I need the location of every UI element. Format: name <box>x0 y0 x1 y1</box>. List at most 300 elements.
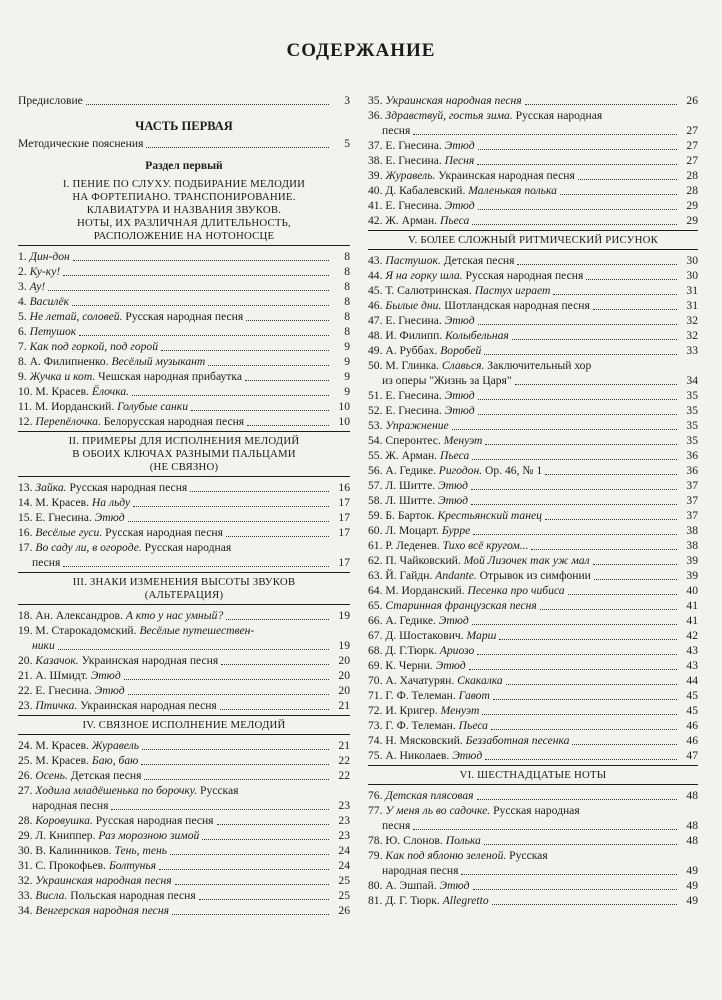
entry-label <box>18 93 83 108</box>
dot-leader <box>128 521 329 522</box>
entry-label <box>18 783 332 813</box>
entry-title: Как под горкой, под горой <box>29 340 159 353</box>
entry-text: 45. Т. Салютринская. <box>368 284 475 297</box>
entry-text: 71. Г. Ф. Телеман. <box>368 689 459 702</box>
dot-leader <box>247 425 329 426</box>
section-divider <box>18 572 350 573</box>
dot-leader <box>73 260 329 261</box>
dot-leader <box>515 384 677 385</box>
entry-title: Тень, тень <box>114 844 168 857</box>
toc-entry[interactable] <box>18 753 350 768</box>
page-number: 38 <box>686 539 698 552</box>
entry-text: Детская песня <box>67 769 142 782</box>
page-number: 30 <box>686 269 698 282</box>
entry-title: Пьеса <box>439 214 470 227</box>
entry-label <box>368 213 469 228</box>
section-heading-line: VI. ШЕСТНАДЦАТЫЕ НОТЫ <box>459 769 607 781</box>
page-number: 39 <box>686 569 698 582</box>
toc-entry[interactable] <box>368 213 698 228</box>
toc-entry[interactable] <box>368 493 698 508</box>
page-number: 21 <box>338 739 350 752</box>
entry-label <box>18 813 214 828</box>
entry-label <box>368 138 475 153</box>
entry-text: Заключительный хор <box>484 359 592 372</box>
toc-entry[interactable] <box>18 540 350 570</box>
toc-entry[interactable] <box>368 463 698 478</box>
entry-title: Петушок <box>29 325 77 338</box>
toc-entry[interactable] <box>368 313 698 328</box>
entry-text: 29. Л. Книппер. <box>18 829 99 842</box>
entry-label <box>18 843 167 858</box>
toc-entry[interactable] <box>368 198 698 213</box>
toc-entry[interactable] <box>18 399 350 414</box>
toc-entry[interactable] <box>368 253 698 268</box>
entry-text: Русская <box>197 784 239 797</box>
page-number: 41 <box>686 599 698 612</box>
toc-entry[interactable] <box>18 354 350 369</box>
toc-entry[interactable] <box>368 538 698 553</box>
page-number: 3 <box>344 94 350 107</box>
toc-entry[interactable] <box>18 623 350 653</box>
page-number: 28 <box>686 169 698 182</box>
entry-label <box>18 668 121 683</box>
entry-text: 27. <box>18 784 36 797</box>
section-heading <box>18 435 350 474</box>
entry-text: Белорусская народная песня <box>100 415 245 428</box>
entry-label <box>18 324 76 339</box>
toc-entry[interactable] <box>368 523 698 538</box>
entry-label <box>368 508 542 523</box>
entry-title: Этюд <box>444 389 475 402</box>
entry-label <box>18 738 139 753</box>
entry-title: Этюд <box>90 669 121 682</box>
entry-title: Во саду ли, в огороде. <box>35 541 142 554</box>
entry-label <box>368 328 509 343</box>
toc-entry[interactable] <box>18 525 350 540</box>
section-heading-line: III. ЗНАКИ ИЗМЕНЕНИЯ ВЫСОТЫ ЗВУКОВ <box>72 576 296 588</box>
toc-entry[interactable] <box>368 688 698 703</box>
toc-entry[interactable] <box>18 510 350 525</box>
entry-label <box>18 399 188 414</box>
dot-leader <box>492 904 677 905</box>
toc-entry[interactable] <box>18 683 350 698</box>
toc-entry[interactable] <box>368 183 698 198</box>
page-number: 28 <box>686 184 698 197</box>
section-heading-line: II. ПРИМЕРЫ ДЛЯ ИСПОЛНЕНИЯ МЕЛОДИЙ <box>68 435 300 447</box>
toc-entry[interactable] <box>18 903 350 918</box>
entry-label <box>18 279 45 294</box>
entry-label <box>18 495 130 510</box>
entry-text: 41. Е. Гнесина. <box>368 199 445 212</box>
dot-leader <box>553 294 677 295</box>
section-heading <box>368 769 698 782</box>
entry-label <box>368 598 537 613</box>
page-number: 8 <box>344 310 350 323</box>
entry-text: 2. <box>18 265 30 278</box>
section-heading-line: (НЕ СВЯЗНО) <box>149 461 219 473</box>
toc-entry[interactable] <box>18 294 350 309</box>
entry-text: 70. А. Хачатурян. <box>368 674 458 687</box>
toc-entry[interactable] <box>18 698 350 713</box>
page-number: 44 <box>686 674 698 687</box>
entry-text: 18. Ан. Александров. <box>18 609 126 622</box>
entry-text: 15. Е. Гнесина. <box>18 511 95 524</box>
toc-entry[interactable] <box>368 553 698 568</box>
entry-text: 1. <box>18 250 30 263</box>
entry-title: Зайка. <box>35 481 67 494</box>
entry-text: 19. М. Старокадомский. <box>18 624 140 637</box>
toc-entry[interactable] <box>368 583 698 598</box>
page-number: 43 <box>686 644 698 657</box>
entry-title: Этюд <box>435 659 466 672</box>
toc-entry[interactable] <box>18 858 350 873</box>
toc-entry[interactable] <box>18 738 350 753</box>
toc-entry[interactable] <box>18 843 350 858</box>
toc-entry[interactable] <box>368 833 698 848</box>
toc-entry[interactable] <box>368 643 698 658</box>
page-number: 48 <box>686 819 698 832</box>
dot-leader <box>578 179 677 180</box>
toc-entry[interactable] <box>18 339 350 354</box>
toc-entry[interactable] <box>368 433 698 448</box>
page-number: 46 <box>686 719 698 732</box>
entry-label <box>368 478 468 493</box>
page-number: 19 <box>338 609 350 622</box>
toc-entry[interactable] <box>368 733 698 748</box>
dot-leader <box>124 679 329 680</box>
entry-text: 64. М. Иорданский. <box>368 584 468 597</box>
entry-label <box>368 643 474 658</box>
entry-line-text <box>18 798 108 813</box>
entry-text: народная песня <box>382 864 459 877</box>
entry-text: 51. Е. Гнесина. <box>368 389 445 402</box>
entry-label <box>18 136 143 151</box>
entry-label <box>18 309 243 324</box>
toc-entry[interactable] <box>18 873 350 888</box>
dot-leader <box>246 320 329 321</box>
dot-leader <box>472 624 677 625</box>
toc-entry[interactable] <box>18 414 350 429</box>
dot-leader <box>594 579 677 580</box>
entry-label <box>18 753 138 768</box>
page-number: 22 <box>338 754 350 767</box>
toc-entry[interactable] <box>18 264 350 279</box>
entry-title: Этюд <box>444 314 475 327</box>
spacer <box>18 151 350 157</box>
dot-leader <box>472 459 677 460</box>
toc-entry[interactable] <box>368 343 698 358</box>
entry-text: Методические пояснения <box>18 137 144 150</box>
toc-entry[interactable] <box>18 495 350 510</box>
entry-title: Василёк <box>29 295 70 308</box>
dot-leader <box>111 809 329 810</box>
toc-column-right <box>368 93 698 908</box>
section-heading-line: (АЛЬТЕРАЦИЯ) <box>144 589 224 601</box>
entry-title: Этюд <box>438 614 469 627</box>
entry-line <box>368 848 680 863</box>
entry-title: Ариозо <box>439 644 475 657</box>
entry-text: 52. Е. Гнесина. <box>368 404 445 417</box>
entry-text: Украинская народная песня <box>435 169 575 182</box>
entry-text: Русская <box>506 849 548 862</box>
dot-leader <box>86 104 329 105</box>
toc-entry[interactable] <box>368 803 698 833</box>
dot-leader <box>142 749 329 750</box>
page-number: 8 <box>344 325 350 338</box>
entry-text: 39. <box>368 169 386 182</box>
toc-entry[interactable] <box>18 783 350 813</box>
entry-line-text <box>368 123 410 138</box>
dot-leader <box>191 410 329 411</box>
page-number: 17 <box>338 496 350 509</box>
entry-title: Старинная французская песня <box>385 599 537 612</box>
entry-text: 14. М. Красев. <box>18 496 92 509</box>
toc-entry[interactable] <box>368 628 698 643</box>
dot-leader <box>484 354 677 355</box>
entry-title: Ау! <box>29 280 46 293</box>
entry-text: 34. <box>18 904 36 917</box>
entry-title: Пастух играет <box>474 284 551 297</box>
toc-entry[interactable] <box>368 878 698 893</box>
entry-title: Марш <box>466 629 497 642</box>
toc-entry[interactable] <box>368 168 698 183</box>
dot-leader <box>72 305 329 306</box>
entry-text: 20. <box>18 654 36 667</box>
toc-entry[interactable] <box>368 358 698 388</box>
toc-entry[interactable] <box>368 598 698 613</box>
page-number: 36 <box>686 464 698 477</box>
toc-entry[interactable] <box>18 279 350 294</box>
entry-title: Славься. <box>441 359 485 372</box>
entry-title: Жучка и кот. <box>29 370 96 383</box>
toc-entry[interactable] <box>368 848 698 878</box>
page-number: 9 <box>344 370 350 383</box>
entry-label <box>368 803 680 833</box>
page-number: 34 <box>686 374 698 387</box>
page-number: 41 <box>686 614 698 627</box>
toc-entry[interactable] <box>18 668 350 683</box>
entry-title: Осень. <box>35 769 68 782</box>
page-number: 21 <box>338 699 350 712</box>
entry-text: Шотландская народная песня <box>441 299 590 312</box>
page-number: 25 <box>338 874 350 887</box>
entry-title: Этюд <box>444 199 475 212</box>
toc-entry[interactable] <box>18 828 350 843</box>
toc-entry[interactable] <box>368 138 698 153</box>
page-number: 43 <box>686 659 698 672</box>
dot-leader <box>133 506 329 507</box>
entry-text: Детская песня <box>440 254 515 267</box>
toc-entry[interactable] <box>368 658 698 673</box>
toc-entry[interactable] <box>368 703 698 718</box>
entry-label <box>18 249 70 264</box>
entry-title: Журавель <box>91 739 139 752</box>
dot-leader <box>202 839 329 840</box>
entry-text: 38. Е. Гнесина. <box>368 154 445 167</box>
entry-text: 30. В. Калинников. <box>18 844 115 857</box>
toc-entry[interactable] <box>368 328 698 343</box>
entry-title: Беззаботная песенка <box>465 734 570 747</box>
entry-title: Я на горку шла. <box>385 269 463 282</box>
section-heading <box>18 178 350 243</box>
entry-line-text <box>368 373 512 388</box>
entry-text: 23. <box>18 699 36 712</box>
entry-text: 57. Л. Шитте. <box>368 479 439 492</box>
toc-entry[interactable] <box>18 369 350 384</box>
entry-text: 58. Л. Шитте. <box>368 494 439 507</box>
toc-entry[interactable] <box>368 788 698 803</box>
toc-entry[interactable] <box>368 418 698 433</box>
entry-title: Тихо всё кругом... <box>442 539 529 552</box>
page-number: 26 <box>686 94 698 107</box>
entry-title: Andante. <box>435 569 477 582</box>
page-number: 8 <box>344 265 350 278</box>
toc-entry[interactable] <box>368 268 698 283</box>
entry-text: 44. <box>368 269 386 282</box>
toc-entry[interactable] <box>18 608 350 623</box>
entry-line <box>368 863 680 878</box>
toc-entry[interactable] <box>18 309 350 324</box>
section-heading <box>368 234 698 247</box>
toc-entry[interactable] <box>18 480 350 495</box>
entry-title: Птичка. <box>35 699 78 712</box>
entry-text: 60. Л. Моцарт. <box>368 524 442 537</box>
entry-text: 11. М. Иорданский. <box>18 400 118 413</box>
toc-entry[interactable] <box>18 324 350 339</box>
entry-text: 77. <box>368 804 386 817</box>
page-number: 46 <box>686 734 698 747</box>
entry-title: Крестьянский танец <box>437 509 542 522</box>
entry-line-text <box>18 638 55 653</box>
entry-text: песня <box>382 124 411 137</box>
entry-text: Предисловие <box>18 94 83 107</box>
toc-entry[interactable] <box>18 813 350 828</box>
entry-line <box>18 783 332 798</box>
toc-entry[interactable] <box>368 718 698 733</box>
dot-leader <box>473 534 677 535</box>
entry-text: 72. И. Кригер. <box>368 704 441 717</box>
entry-title: Былые дни. <box>385 299 442 312</box>
entry-text: 78. Ю. Слонов. <box>368 834 446 847</box>
toc-entry[interactable] <box>368 403 698 418</box>
dot-leader <box>226 619 329 620</box>
toc-entry[interactable] <box>368 568 698 583</box>
dot-leader <box>63 275 329 276</box>
entry-text: Ор. 46, № 1 <box>482 464 543 477</box>
toc-entry[interactable] <box>368 388 698 403</box>
entry-label <box>368 893 489 908</box>
page-number: 31 <box>686 284 698 297</box>
toc-entry[interactable] <box>368 93 698 108</box>
toc-entry[interactable] <box>368 298 698 313</box>
entry-title: Висла. <box>35 889 68 902</box>
dot-leader <box>170 854 329 855</box>
toc-entry[interactable] <box>368 748 698 763</box>
dot-leader <box>471 504 677 505</box>
entry-text: 4. <box>18 295 30 308</box>
page-number: 5 <box>344 137 350 150</box>
section-divider <box>368 765 698 766</box>
entry-text: 17. <box>18 541 36 554</box>
dot-leader <box>199 899 329 900</box>
entry-text: 49. А. Руббах. <box>368 344 441 357</box>
entry-title: Венгерская народная песня <box>35 904 169 917</box>
entry-label <box>368 448 469 463</box>
entry-text: 35. <box>368 94 386 107</box>
entry-text: 22. Е. Гнесина. <box>18 684 95 697</box>
page-number: 36 <box>686 449 698 462</box>
toc-entry[interactable] <box>368 893 698 908</box>
toc-entry[interactable] <box>368 448 698 463</box>
entry-label <box>368 848 680 878</box>
dot-leader <box>172 914 329 915</box>
dot-leader <box>478 209 677 210</box>
toc-entry[interactable] <box>18 653 350 668</box>
dot-leader <box>477 799 677 800</box>
entry-text: 16. <box>18 526 36 539</box>
entry-text: 9. <box>18 370 30 383</box>
entry-text: 63. Й. Гайдн. <box>368 569 436 582</box>
dot-leader <box>79 335 329 336</box>
entry-text: Отрывок из симфонии <box>476 569 591 582</box>
page-number: 37 <box>686 494 698 507</box>
section-heading-line: I. ПЕНИЕ ПО СЛУХУ. ПОДБИРАНИЕ МЕЛОДИИ <box>62 178 306 190</box>
entry-line-text <box>368 863 458 878</box>
toc-entry[interactable] <box>368 478 698 493</box>
toc-entry[interactable] <box>368 613 698 628</box>
section-divider <box>368 230 698 231</box>
toc-entry[interactable] <box>368 673 698 688</box>
entry-text: 75. А. Николаев. <box>368 749 453 762</box>
toc-entry[interactable] <box>18 888 350 903</box>
page-number: 10 <box>338 400 350 413</box>
page-number: 9 <box>344 385 350 398</box>
page-number: 49 <box>686 894 698 907</box>
toc-entry[interactable] <box>18 384 350 399</box>
page-number: 35 <box>686 419 698 432</box>
entry-title: Скакалка <box>457 674 503 687</box>
section-divider <box>18 715 350 716</box>
toc-entry[interactable] <box>18 136 350 151</box>
entry-label <box>18 369 242 384</box>
entry-title: Баю, баю <box>91 754 139 767</box>
entry-label <box>368 658 466 673</box>
page-number: 49 <box>686 879 698 892</box>
toc-entry[interactable] <box>368 283 698 298</box>
entry-title: Казачок. <box>35 654 79 667</box>
page-number: 24 <box>338 859 350 872</box>
page-number: 37 <box>686 479 698 492</box>
dot-leader <box>478 324 677 325</box>
toc-entry[interactable] <box>18 93 350 108</box>
dot-leader <box>485 444 677 445</box>
entry-text: 61. Р. Леденев. <box>368 539 443 552</box>
toc-entry[interactable] <box>18 768 350 783</box>
entry-label <box>368 703 479 718</box>
toc-entry[interactable] <box>368 508 698 523</box>
toc-entry[interactable] <box>368 108 698 138</box>
entry-title: Менуэт <box>443 434 483 447</box>
entry-label <box>18 339 158 354</box>
entry-label <box>18 540 332 570</box>
toc-entry[interactable] <box>18 249 350 264</box>
page-number: 35 <box>686 434 698 447</box>
entry-label <box>18 888 196 903</box>
entry-text: Русская народная <box>141 541 232 554</box>
dot-leader <box>461 874 677 875</box>
toc-entry[interactable] <box>368 153 698 168</box>
page-number: 22 <box>338 769 350 782</box>
